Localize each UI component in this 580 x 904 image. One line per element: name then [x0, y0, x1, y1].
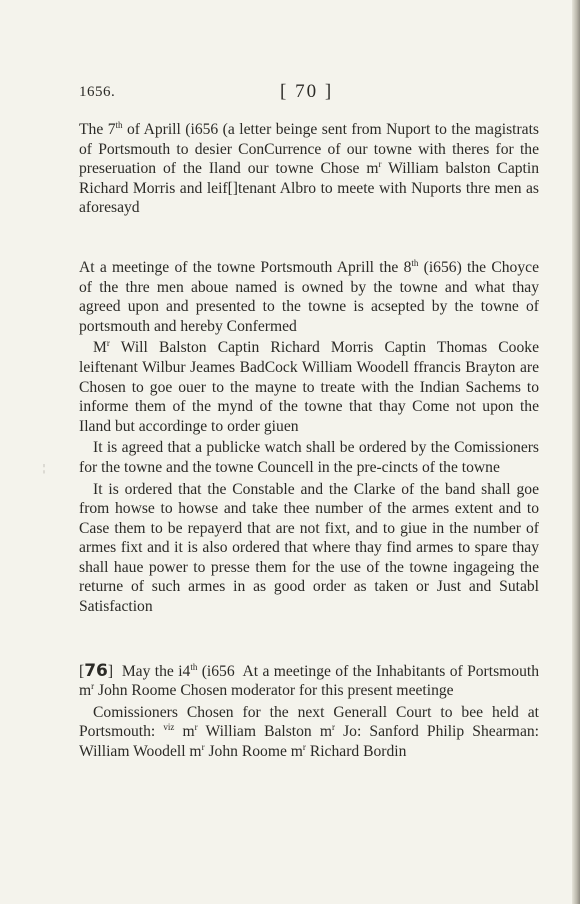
page-header — [79, 81, 539, 108]
text-run: M — [93, 339, 107, 357]
original-page-number: 76 — [84, 660, 108, 681]
superscript: r — [378, 159, 382, 170]
text-run: William balston Captin Richard Morris and leif[]tenant Albro to meete with Nuports thre men as aforesayd — [79, 160, 540, 217]
text-run: of Aprill (i656 (a letter beinge sent from Nuport to the magistrats of Portsmouth to desier ConCurrence of our towne with theres for the preseruation of the Iland our towne Chose m — [79, 121, 539, 178]
margin-mark: ¦ — [43, 463, 46, 474]
superscript: th — [190, 661, 198, 672]
paragraph-commissioners — [79, 703, 539, 762]
page-edge — [572, 0, 580, 904]
text-run: The 7 — [79, 121, 116, 138]
text-run: (i656) the Choyce of the thre men aboue named is owned by the towne and what thay agreed upon and presented to the towne is acsepted by the towne of portsmouth and hereby Confermed — [79, 258, 539, 335]
paragraph-watch: It is agreed that a publicke watch shall be ordered by the Comissioners for the towne and the towne Councell in the pre-cincts of the towne — [79, 439, 539, 476]
page-number: [ 70 ] — [280, 81, 334, 102]
paragraph-april-8 — [79, 258, 539, 336]
text-run: At a meetinge of the towne Portsmouth Aprill the 8 — [79, 258, 412, 276]
document-body — [79, 120, 543, 762]
paragraph-may-14 — [79, 660, 543, 701]
superscript: th — [411, 257, 419, 268]
text-run: May the i4 — [113, 662, 191, 680]
text-run: Jo: Sanford Philip Shearman: William Woodell m — [79, 723, 539, 761]
superscript: r — [106, 338, 110, 349]
bracket-open: [ — [79, 662, 85, 680]
text-run: Will Balston Captin Richard Morris Captin Thomas Cooke leiftenant Wilbur Jeames BadCock William Woodell ffrancis Brayton are Chosen to goe ouer to the mayne to treate with the Indian Sachems to informe them of the mynd of the towne that thay Come not upon the Iland but accordinge to order giuen — [79, 339, 539, 435]
header-year: 1656. — [79, 84, 116, 100]
text-run: Comissioners Chosen for the next Generall Court to bee held at Portsmouth: — [79, 703, 539, 741]
bracket-close: ] — [107, 662, 114, 680]
superscript: r — [194, 722, 198, 733]
superscript: r — [331, 722, 335, 733]
text-run: Richard Bordin — [305, 743, 407, 761]
text-run: m — [174, 723, 195, 741]
paragraph-april-7 — [79, 120, 539, 218]
paragraph-armes: It is ordered that the Constable and the Clarke of the band shall goe from howse to howse and take thee number of the armes extent and to Case them to be repayerd that are not fixt, and to giue in the number of armes fixt and it is also ordered that where thay find armes to spare thay shall haue power to presse them for the use of the towne ingageing the returne of such armes in as good order as taken or Just and Sutabl Satisfaction — [79, 480, 539, 616]
text-run: John Roome Chosen moderator for this present meetinge — [94, 682, 454, 700]
text-run: William Balston m — [197, 723, 332, 741]
text-run: (i656 At a meetinge of the Inhabitants of Portsmouth m — [79, 662, 543, 700]
superscript: th — [115, 120, 123, 130]
text-run: John Roome m — [204, 743, 303, 761]
superscript: viz — [163, 722, 175, 733]
superscript: r — [201, 742, 205, 753]
superscript: r — [302, 742, 306, 753]
superscript: r — [91, 681, 95, 692]
paragraph-delegates — [79, 338, 539, 436]
